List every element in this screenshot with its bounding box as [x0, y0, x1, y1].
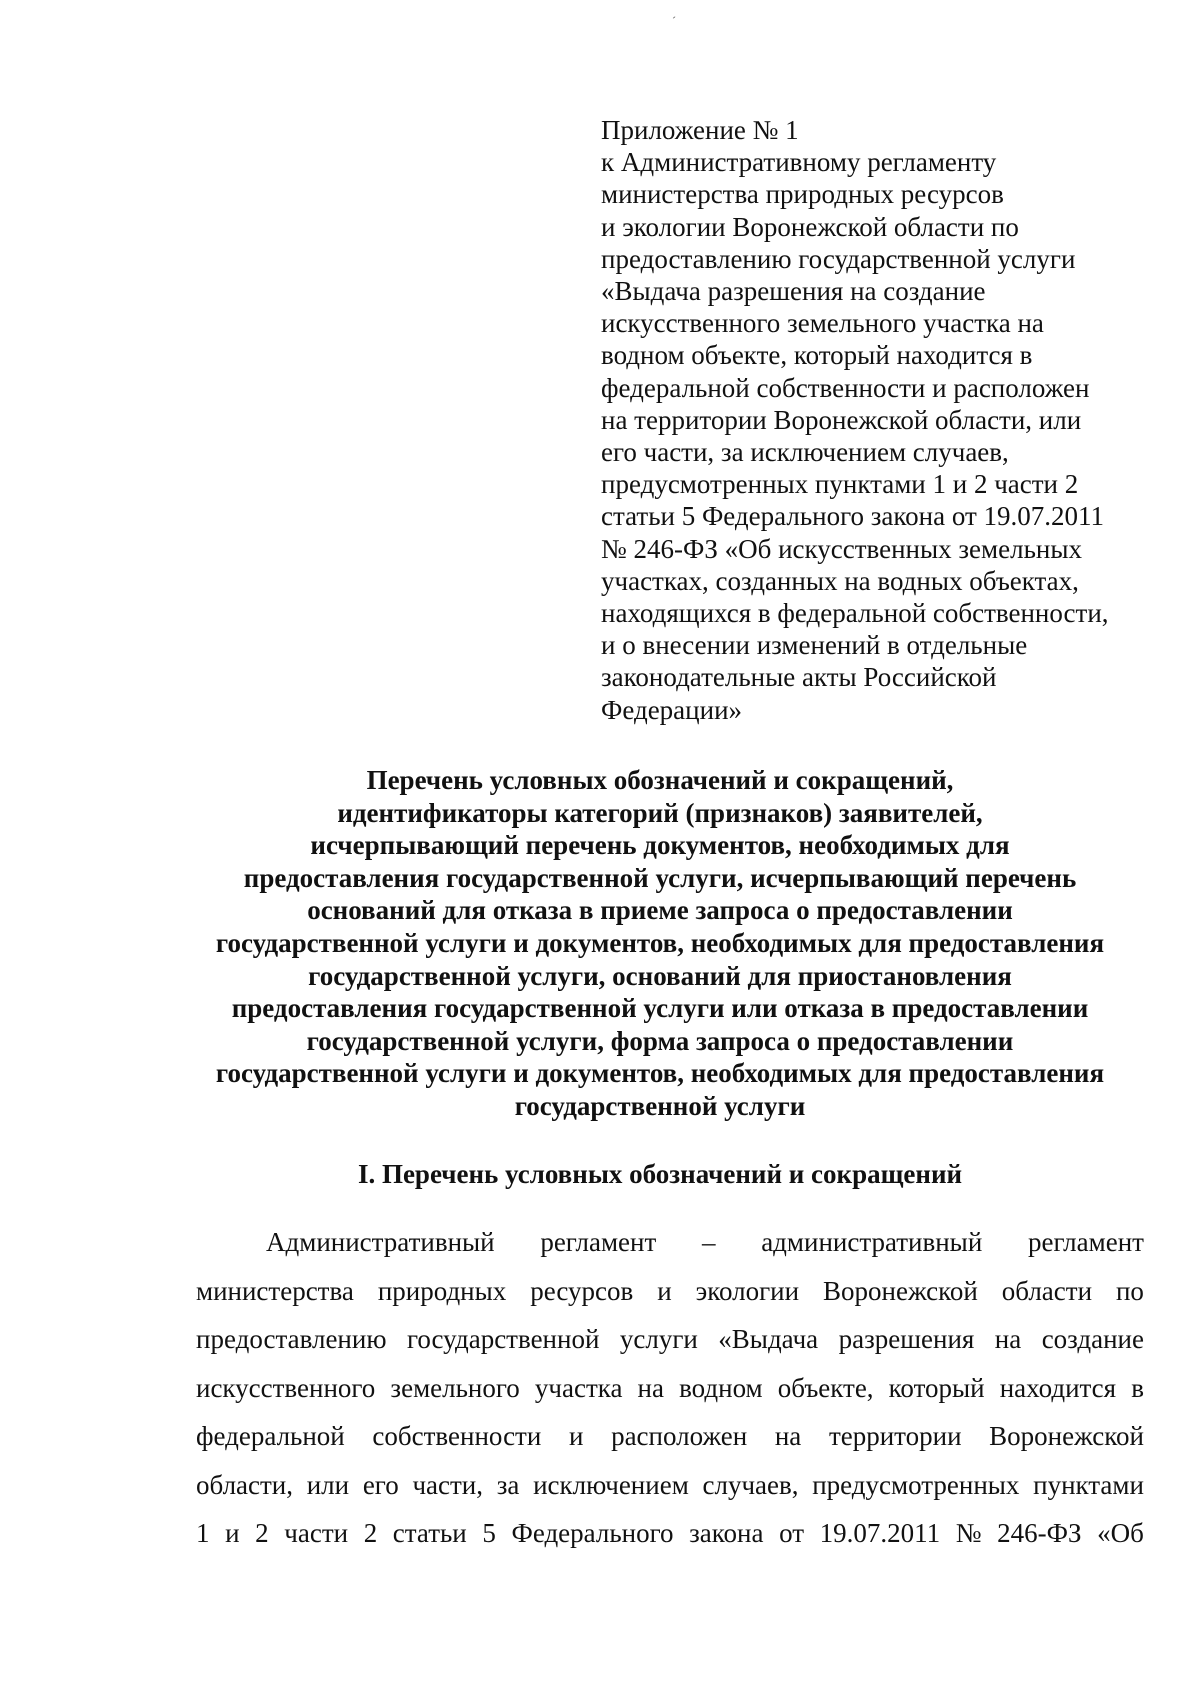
- appendix-line: законодательные акты Российской: [601, 662, 997, 693]
- body-word: Воронежской: [823, 1275, 978, 1306]
- body-word: Федерального: [511, 1518, 674, 1548]
- body-word: «Об: [1097, 1518, 1144, 1548]
- body-line: [196, 1267, 1144, 1316]
- body-line: [196, 1364, 1144, 1413]
- scan-speck: ˊ: [672, 14, 676, 28]
- title-line: идентификаторы категорий (признаков) заявителей,: [337, 797, 983, 828]
- body-word: водном: [679, 1372, 763, 1403]
- appendix-line: его части, за исключением случаев,: [601, 437, 1009, 468]
- body-word: министерства: [196, 1275, 354, 1306]
- body-word: искусственного: [196, 1372, 376, 1403]
- appendix-line: на территории Воронежской области, или: [601, 404, 1082, 435]
- body-word: области: [1001, 1275, 1093, 1306]
- body-word: статьи: [392, 1518, 467, 1548]
- body-line: [196, 1509, 1144, 1558]
- appendix-line: находящихся в федеральной собственности,: [601, 598, 1109, 629]
- appendix-line: водном объекте, который находится в: [601, 340, 1033, 371]
- body-word: регламент: [540, 1227, 657, 1257]
- appendix-line: участках, созданных на водных объектах,: [601, 565, 1079, 596]
- body-word: пунктами: [1033, 1469, 1144, 1500]
- body-word: экологии: [695, 1275, 800, 1306]
- body-word: административный: [761, 1227, 983, 1257]
- body-word: или: [306, 1469, 350, 1500]
- body-word: –: [701, 1227, 716, 1257]
- title-line: государственной услуги, оснований для приостановления: [308, 960, 1012, 991]
- appendix-line: «Выдача разрешения на создание: [601, 276, 986, 307]
- body-word: который: [888, 1372, 985, 1403]
- body-word: создание: [1041, 1324, 1144, 1354]
- body-word: части: [284, 1518, 349, 1548]
- body-word: Воронежской: [989, 1421, 1144, 1451]
- appendix-line: предоставлению государственной услуги: [601, 243, 1076, 274]
- body-word: расположен: [611, 1421, 748, 1451]
- body-word: исключением: [533, 1469, 689, 1500]
- appendix-line: Приложение № 1: [601, 115, 799, 145]
- body-word: на: [774, 1421, 802, 1451]
- appendix-line: статьи 5 Федерального закона от 19.07.2011: [601, 501, 1105, 532]
- title-line: предоставления государственной услуги, исчерпывающий перечень: [243, 862, 1077, 893]
- body-word: «Выдача: [718, 1324, 819, 1354]
- body-word: от: [779, 1518, 805, 1548]
- body-word: №: [955, 1518, 982, 1548]
- body-word: закона: [689, 1518, 764, 1548]
- body-word: объекте,: [777, 1372, 874, 1403]
- body-word: разрешения: [838, 1324, 975, 1354]
- body-word: 2: [363, 1518, 378, 1548]
- body-word: предусмотренных: [812, 1469, 1020, 1500]
- body-word: территории: [828, 1421, 962, 1451]
- body-line: [196, 1412, 1144, 1461]
- title-line: оснований для отказа в приеме запроса о предоставлении: [307, 895, 1013, 926]
- appendix-line: министерства природных ресурсов: [601, 179, 1004, 210]
- body-word: 5: [482, 1518, 496, 1548]
- appendix-line: искусственного земельного участка на: [601, 308, 1044, 339]
- body-word: на: [994, 1324, 1022, 1354]
- body-word: по: [1115, 1275, 1144, 1306]
- body-word: 2: [255, 1518, 269, 1548]
- body-word: 1: [196, 1518, 210, 1548]
- appendix-line: федеральной собственности и расположен: [601, 372, 1090, 403]
- body-word: на: [637, 1372, 664, 1403]
- body-word: услуги: [619, 1324, 698, 1354]
- body-word: и: [568, 1421, 584, 1451]
- body-word: в: [1131, 1372, 1144, 1403]
- title-line: государственной услуги: [514, 1090, 806, 1121]
- title-line: государственной услуги, форма запроса о предоставлении: [306, 1025, 1014, 1056]
- body-word: участка: [534, 1372, 623, 1403]
- title-line: государственной услуги и документов, необходимых для предоставления: [215, 1058, 1105, 1089]
- body-word: Административный: [266, 1227, 495, 1257]
- body-word: 246-ФЗ: [997, 1518, 1082, 1548]
- appendix-line: Федерации»: [601, 694, 743, 725]
- body-word: и: [225, 1518, 240, 1548]
- body-word: ресурсов: [530, 1275, 634, 1306]
- appendix-header: [601, 114, 1161, 726]
- appendix-line: и экологии Воронежской области по: [601, 211, 1019, 242]
- body-word: государственной: [406, 1324, 600, 1354]
- body-word: федеральной: [196, 1421, 345, 1451]
- body-word: находится: [999, 1372, 1117, 1403]
- title-line: исчерпывающий перечень документов, необходимых для: [310, 830, 1010, 861]
- appendix-line: к Административному регламенту: [601, 147, 997, 178]
- body-word: собственности: [372, 1421, 542, 1451]
- body-line: [196, 1218, 1144, 1267]
- body-word: регламент: [1027, 1227, 1144, 1257]
- body-word: его: [362, 1469, 399, 1500]
- body-word: случаев,: [702, 1469, 799, 1500]
- appendix-line: и о внесении изменений в отдельные: [601, 630, 1028, 661]
- body-paragraph: [196, 1218, 1144, 1558]
- title-line: Перечень условных обозначений и сокращений,: [366, 765, 954, 795]
- body-word: предоставлению: [196, 1324, 387, 1354]
- appendix-line: № 246-ФЗ «Об искусственных земельных: [601, 533, 1082, 564]
- body-word: области,: [196, 1469, 294, 1500]
- body-line: [196, 1315, 1144, 1364]
- document-title: [170, 764, 1150, 1123]
- body-word: земельного: [390, 1372, 520, 1403]
- appendix-line: предусмотренных пунктами 1 и 2 части 2: [601, 469, 1079, 500]
- body-word: природных: [377, 1275, 507, 1306]
- title-line: предоставления государственной услуги или отказа в предоставлении: [231, 993, 1089, 1024]
- section-heading: I. Перечень условных обозначений и сокращений: [357, 1159, 963, 1189]
- body-word: за: [496, 1469, 520, 1500]
- body-word: и: [657, 1275, 672, 1306]
- body-line: [196, 1461, 1144, 1510]
- title-line: государственной услуги и документов, необходимых для предоставления: [215, 927, 1105, 958]
- body-word: 19.07.2011: [819, 1518, 941, 1548]
- body-word: части,: [412, 1469, 483, 1500]
